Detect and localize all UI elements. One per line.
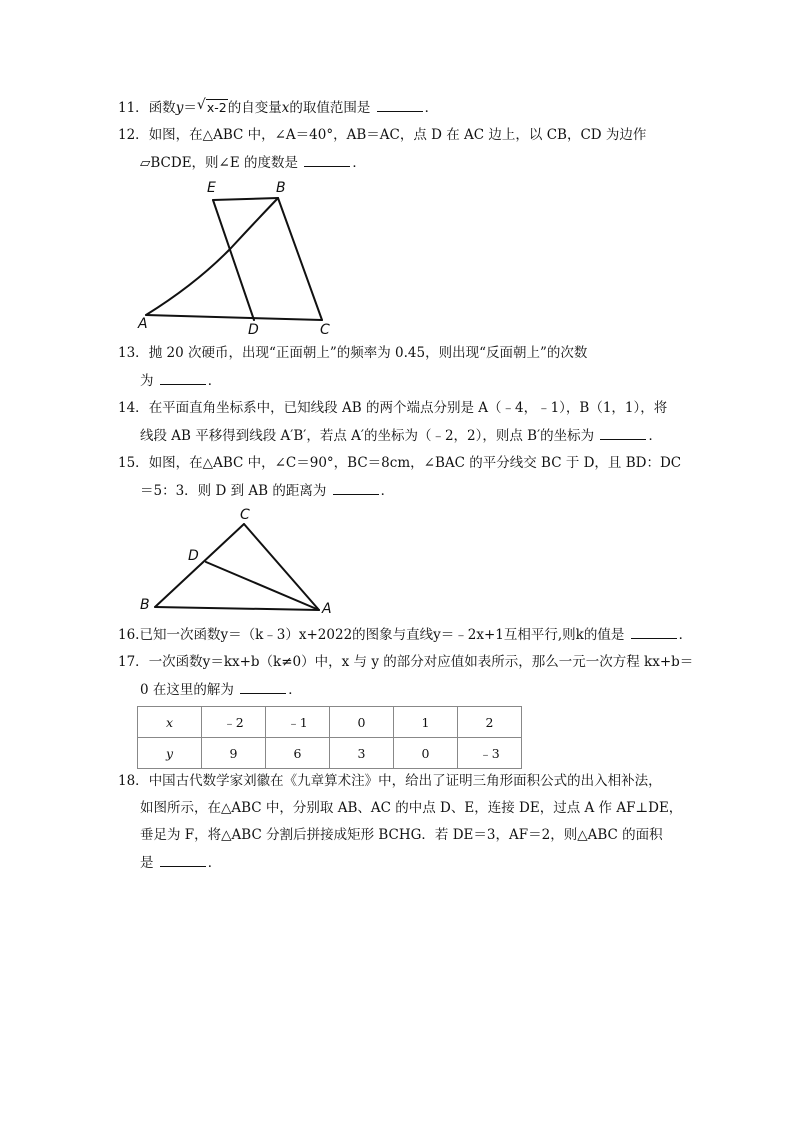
question-number: 12．: [118, 127, 149, 143]
question-number: 16.: [118, 627, 140, 643]
table-row: [138, 738, 522, 769]
q11-var-y: y: [175, 100, 184, 116]
label-A: A: [138, 316, 148, 332]
segment-EB: [213, 198, 278, 200]
q17-end: ．: [288, 682, 302, 698]
segment-AB: [146, 198, 278, 315]
question-14-line-2: [140, 428, 662, 444]
question-number: 14．: [118, 400, 149, 416]
table-cell: 0: [330, 707, 394, 738]
q11-text-pre: 函数: [148, 100, 176, 116]
question-15-line-2: [140, 483, 394, 499]
label-B: B: [140, 597, 150, 613]
q11-text-mid: 的自变量: [227, 100, 282, 116]
q13-text-2: 为: [140, 373, 154, 389]
question-15-line-1: [118, 455, 681, 471]
parallelogram-figure: [136, 176, 346, 340]
table-row: [138, 707, 522, 738]
label-B: B: [276, 180, 286, 196]
answer-blank[interactable]: [304, 155, 350, 167]
table-cell: ﹣2: [202, 707, 266, 738]
table-cell: x: [138, 707, 202, 738]
question-18-line-1: [118, 773, 662, 789]
q11-end: ．: [424, 100, 439, 116]
question-13-line-2: [140, 373, 221, 389]
q18-text-1: 中国古代数学家刘徽在《九章算术注》中，给出了证明三角形面积公式的出入相补法，: [148, 773, 662, 789]
question-14-line-1: [118, 400, 667, 416]
label-A: A: [322, 601, 332, 617]
question-number: 11．: [118, 100, 149, 116]
question-number: 18．: [118, 773, 149, 789]
segment-BC: [278, 198, 322, 320]
table-cell: 1: [394, 707, 458, 738]
question-number: 13．: [118, 345, 149, 361]
q18-text-3: 垂足为 F，将△ABC 分割后拼接成矩形 BCHG．若 DE＝3，AF＝2，则△ABC 的面积: [140, 827, 663, 843]
question-12-line-2: [140, 155, 366, 171]
q15-text-2: ＝5：3．则 D 到 AB 的距离为: [140, 483, 327, 499]
question-16: [118, 627, 692, 643]
question-17-line-1: [118, 654, 693, 670]
segment-CA: [244, 524, 319, 610]
question-number: 15．: [118, 455, 149, 471]
label-D: D: [188, 548, 199, 564]
q14-text-2: 线段 AB 平移得到线段 A′B′，若点 A′的坐标为（﹣2，2），则点 B′的坐标为: [140, 428, 595, 444]
table-cell: 6: [266, 738, 330, 769]
table-cell: 0: [394, 738, 458, 769]
q11-text-post: 的取值范围是: [289, 100, 371, 116]
table-cell: y: [138, 738, 202, 769]
q11-var-x: x: [281, 100, 290, 116]
q12-text-1: 如图，在△ABC 中，∠A＝40°，AB＝AC，点 D 在 AC 边上，以 CB，CD 为边作: [148, 127, 647, 143]
answer-blank[interactable]: [377, 100, 423, 112]
question-13-line-1: [118, 345, 587, 361]
question-12-line-1: [118, 127, 646, 143]
q14-text-1: 在平面直角坐标系中，已知线段 AB 的两个端点分别是 A（﹣4，﹣1），B（1，1），将: [148, 400, 668, 416]
question-11: [118, 97, 439, 116]
segment-DA: [206, 562, 319, 610]
segment-AC: [146, 315, 322, 320]
table-cell: 9: [202, 738, 266, 769]
table-cell: 2: [458, 707, 522, 738]
question-18-line-2: [140, 800, 682, 816]
segment-CB: [155, 524, 244, 607]
q17-text-1: 一次函数y＝kx+b（k≠0）中，x 与 y 的部分对应值如表所示，那么一元一次方程 kx+b＝: [148, 654, 694, 670]
table-cell: ﹣1: [266, 707, 330, 738]
q15-text-1: 如图，在△ABC 中，∠C＝90°，BC＝8cm，∠BAC 的平分线交 BC 于 D，且 BD：DC: [148, 455, 682, 471]
table-cell: 3: [330, 738, 394, 769]
question-18-line-4: [140, 855, 221, 871]
radicand: x-2: [206, 100, 227, 115]
triangle-figure: [136, 505, 346, 617]
question-number: 17．: [118, 654, 149, 670]
q12-end: ．: [352, 155, 366, 171]
label-D: D: [248, 322, 259, 338]
question-17-line-2: [140, 682, 302, 698]
answer-blank[interactable]: [333, 483, 379, 495]
label-C: C: [320, 322, 330, 338]
q16-text: 已知一次函数y＝（k﹣3）x+2022的图象与直线y＝﹣2x+1互相平行,则k的值是: [139, 627, 625, 643]
answer-blank[interactable]: [160, 373, 206, 385]
answer-blank[interactable]: [240, 682, 286, 694]
label-E: E: [207, 180, 216, 196]
label-C: C: [240, 507, 250, 523]
q18-text-4: 是: [140, 855, 154, 871]
square-root: √ x-2: [196, 97, 227, 115]
answer-blank[interactable]: [631, 627, 677, 639]
q12-text-2: ▱BCDE，则∠E 的度数是: [140, 155, 299, 171]
q17-text-2: 0 在这里的解为: [140, 682, 234, 698]
q13-text-1: 抛 20 次硬币，出现“正面朝上”的频率为 0.45，则出现“反面朝上”的次数: [148, 345, 588, 361]
q18-text-2: 如图所示，在△ABC 中，分别取 AB、AC 的中点 D、E，连接 DE，过点 A 作 AF⊥DE，: [140, 800, 683, 816]
answer-blank[interactable]: [160, 855, 206, 867]
q18-end: ．: [207, 855, 222, 871]
q16-end: ．: [678, 627, 693, 643]
q15-end: ．: [380, 483, 395, 499]
q11-equals: ＝: [183, 100, 197, 116]
q14-end: ．: [648, 428, 662, 444]
value-table: [137, 706, 522, 769]
q13-end: ．: [207, 373, 222, 389]
segment-BA: [155, 607, 319, 610]
question-18-line-3: [140, 827, 663, 843]
answer-blank[interactable]: [600, 428, 646, 440]
table-cell: ﹣3: [458, 738, 522, 769]
